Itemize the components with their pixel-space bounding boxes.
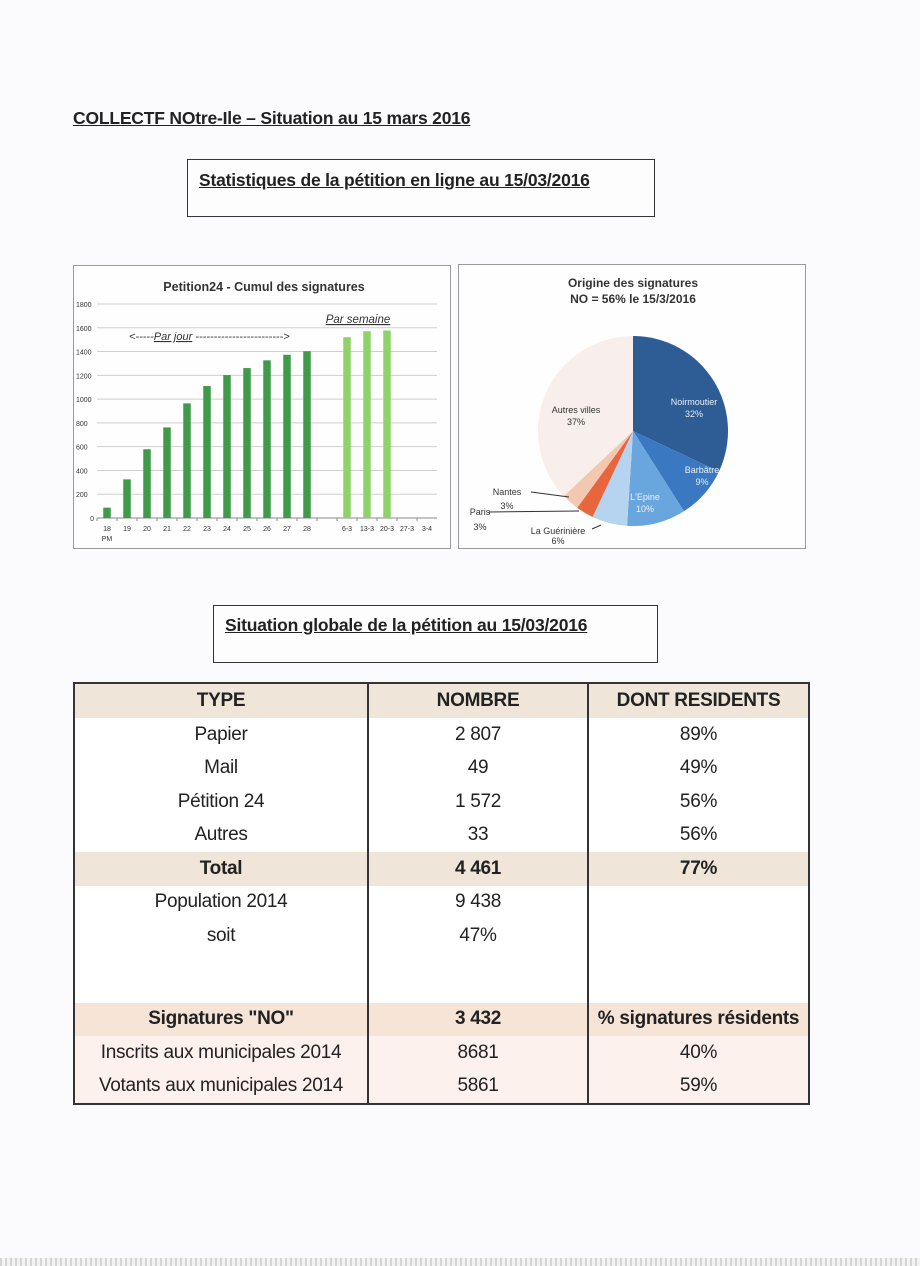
cell-residents: 59% xyxy=(588,1070,808,1104)
cell-nombre: 49 xyxy=(368,752,588,786)
cell-residents: 49% xyxy=(588,752,808,786)
pie-label-name: La Guérinière xyxy=(530,526,586,536)
cell-type: Total xyxy=(75,852,368,886)
pie-label-name: L'Epine xyxy=(630,492,660,502)
pie-label-percent: 3% xyxy=(473,522,487,532)
bar-22 xyxy=(183,403,191,518)
cell-nombre xyxy=(368,953,588,1003)
cell-type: soit xyxy=(206,924,236,946)
bar-26 xyxy=(263,360,271,518)
cell-nombre: 4 461 xyxy=(368,852,588,886)
cell-residents: 56% xyxy=(588,785,808,819)
y-tick-label: 200 xyxy=(76,492,88,500)
x-tick-label: 13-3 xyxy=(359,526,375,533)
cell-type: Votants aux municipales 2014 xyxy=(75,1070,368,1104)
x-tick-label: 23 xyxy=(203,526,211,533)
cell-type: Signatures "NO" xyxy=(75,1003,368,1037)
section-heading-global-situation: Situation globale de la pétition au 15/03/2016 xyxy=(225,615,588,635)
x-tick-label: 20-3 xyxy=(379,526,395,533)
weekly-annotation: Par semaine xyxy=(325,314,391,326)
pie-label-name: Nantes xyxy=(492,487,522,497)
bar-21 xyxy=(163,427,171,518)
pie-chart-frame xyxy=(458,264,806,549)
table-row-inscrits xyxy=(75,1036,808,1070)
y-tick-label: 1400 xyxy=(76,349,92,357)
cell-residents xyxy=(588,886,808,920)
pie-leader-line xyxy=(592,525,601,529)
signature-origin-pie-chart xyxy=(459,265,805,548)
table-row-papier xyxy=(75,718,808,752)
table-row-soit xyxy=(75,919,808,953)
cell-nombre: 3 432 xyxy=(368,1003,588,1037)
y-tick-label: 600 xyxy=(76,444,88,452)
section-heading-online-stats: Statistiques de la pétition en ligne au 15/03/2016 xyxy=(199,170,590,190)
table-row-votants xyxy=(75,1070,808,1104)
bar-23 xyxy=(203,386,211,518)
x-tick-label: PM xyxy=(101,536,113,543)
y-tick-label: 800 xyxy=(76,420,88,428)
cell-type: Papier xyxy=(194,723,248,745)
y-tick-label: 1000 xyxy=(76,397,92,405)
cell-type: Mail xyxy=(204,757,238,779)
table-header-row xyxy=(75,684,808,718)
table-row-autres xyxy=(75,819,808,853)
x-tick-label: 28 xyxy=(303,526,311,533)
table-row-population xyxy=(75,886,808,920)
column-header-dont-residents: DONT RESIDENTS xyxy=(588,684,808,718)
cell-nombre: 2 807 xyxy=(368,718,588,752)
y-tick-label: 1200 xyxy=(76,373,92,381)
x-tick-label: 25 xyxy=(243,526,251,533)
document-title: COLLECTF NOtre-Ile – Situation au 15 mars 2016 xyxy=(73,108,471,128)
x-tick-label: 27-3 xyxy=(399,526,415,533)
pie-label-percent: 3% xyxy=(500,501,514,511)
column-header-nombre: NOMBRE xyxy=(368,684,588,718)
pie-label-percent: 9% xyxy=(695,477,709,487)
petition-summary-table xyxy=(73,682,810,1105)
cell-residents: 40% xyxy=(588,1036,808,1070)
bar-13-3 xyxy=(363,331,371,518)
y-tick-label: 0 xyxy=(90,516,94,523)
bar-25 xyxy=(243,368,251,518)
cell-residents xyxy=(588,953,808,1003)
daily-annotation xyxy=(129,331,290,343)
pie-label-percent: 6% xyxy=(551,536,565,546)
svg-text:<-----Par jour --------------- xyxy=(129,331,290,343)
bar-chart-title: Petition24 - Cumul des signatures xyxy=(163,280,365,294)
x-tick-label: 6-3 xyxy=(341,526,353,533)
pie-leader-line xyxy=(489,511,579,512)
x-tick-label: 22 xyxy=(183,526,191,533)
cell-nombre: 5861 xyxy=(368,1070,588,1104)
cell-type: Population 2014 xyxy=(154,891,288,913)
y-tick-label: 1800 xyxy=(76,302,92,309)
cell-nombre: 9 438 xyxy=(368,886,588,920)
table-row-empty xyxy=(75,953,808,1003)
section-heading-box-global-situation xyxy=(213,605,658,663)
bar-27 xyxy=(283,355,291,518)
cell-type xyxy=(75,953,368,1003)
x-tick-label: 19 xyxy=(123,526,131,533)
pie-chart-subtitle: NO = 56% le 15/3/2016 xyxy=(570,292,696,306)
pie-chart-title: Origine des signatures xyxy=(567,276,699,290)
scan-edge-artifact xyxy=(0,1258,920,1266)
x-tick-label: 24 xyxy=(223,526,231,533)
x-tick-label: 20 xyxy=(143,526,151,533)
cell-nombre: 8681 xyxy=(368,1036,588,1070)
bar-18-pm xyxy=(103,508,111,518)
cell-residents xyxy=(588,919,808,953)
pie-label-percent: 10% xyxy=(635,504,655,514)
x-tick-label: 26 xyxy=(263,526,271,533)
pie-label-percent: 32% xyxy=(684,409,704,419)
daily-annotation-prefix: <----- xyxy=(129,331,154,343)
bar-20-3 xyxy=(383,331,391,518)
x-tick-label: 3-4 xyxy=(421,526,433,533)
daily-annotation-suffix: ------------------------> xyxy=(192,331,290,343)
table-row-mail xyxy=(75,752,808,786)
daily-annotation-label: Par jour xyxy=(153,331,193,343)
bar-19 xyxy=(123,479,131,518)
table-row-petition24 xyxy=(75,785,808,819)
pie-label-percent: 37% xyxy=(566,417,586,427)
cell-type: Autres xyxy=(194,824,248,846)
cell-residents: 89% xyxy=(588,718,808,752)
y-tick-label: 1600 xyxy=(76,325,92,333)
bar-6-3 xyxy=(343,337,351,518)
cell-nombre: 47% xyxy=(368,919,588,953)
pie-label-name: Paris xyxy=(469,507,491,517)
cell-type: Pétition 24 xyxy=(177,790,265,812)
bar-28 xyxy=(303,351,311,518)
bar-20 xyxy=(143,449,151,518)
pie-label-name: Barbâtre xyxy=(684,465,720,475)
cell-nombre: 33 xyxy=(368,819,588,853)
table-row-signatures-no xyxy=(75,1003,808,1037)
bar-24 xyxy=(223,375,231,518)
table-row-total xyxy=(75,852,808,886)
column-header-type: TYPE xyxy=(75,684,368,718)
x-tick-label: 18 xyxy=(103,526,111,533)
x-tick-label: 27 xyxy=(283,526,291,533)
cumulative-signatures-bar-chart xyxy=(74,266,450,548)
section-heading-box-online-stats xyxy=(187,159,655,217)
cell-nombre: 1 572 xyxy=(368,785,588,819)
x-tick-label: 21 xyxy=(163,526,171,533)
pie-label-name: Noirmoutier xyxy=(670,397,718,407)
cell-residents: % signatures résidents xyxy=(588,1003,808,1037)
y-tick-label: 400 xyxy=(76,468,88,476)
cell-type: Inscrits aux municipales 2014 xyxy=(75,1036,368,1070)
cell-residents: 77% xyxy=(588,852,808,886)
cell-residents: 56% xyxy=(588,819,808,853)
pie-label-name: Autres villes xyxy=(551,405,601,415)
bar-chart-frame xyxy=(73,265,451,549)
